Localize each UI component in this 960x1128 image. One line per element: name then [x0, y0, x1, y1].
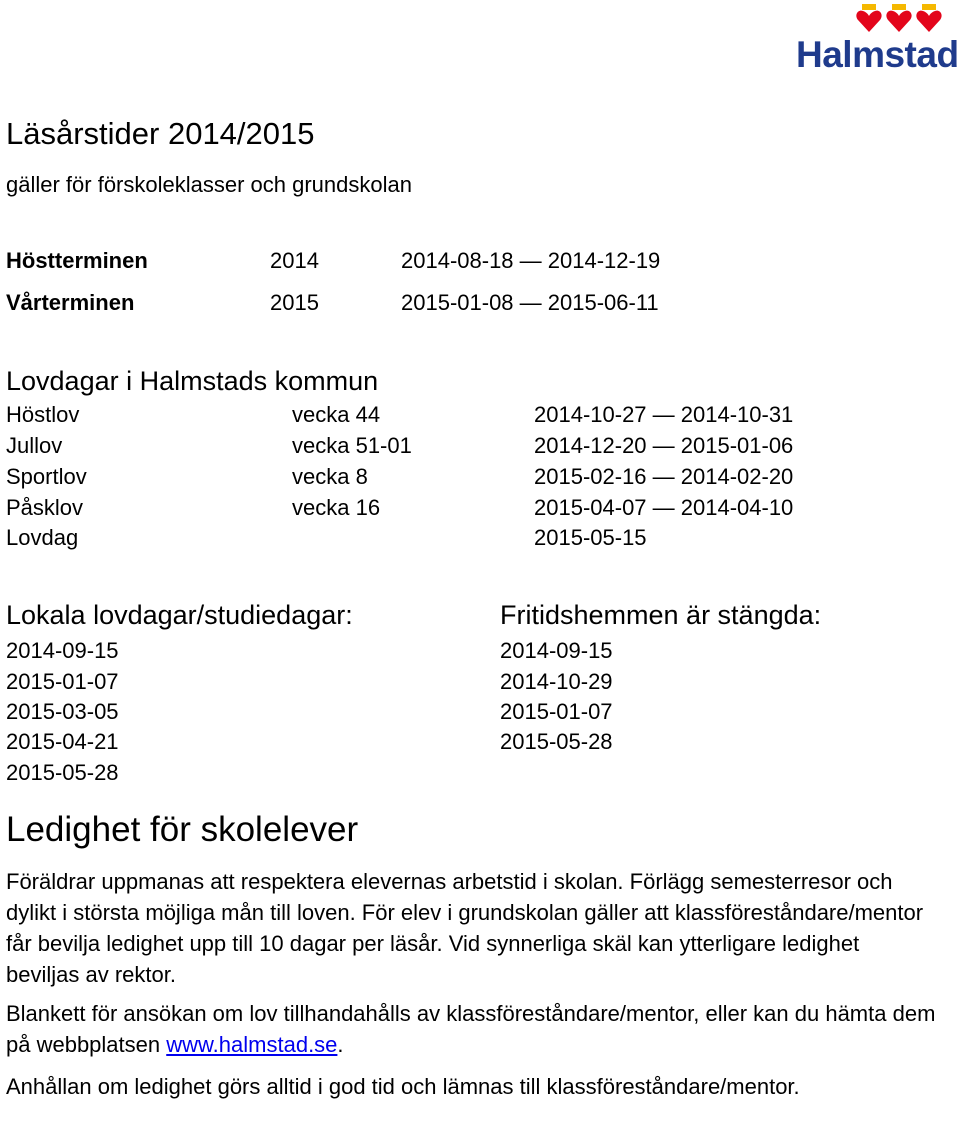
fritids-date: 2014-09-15 [500, 638, 613, 663]
term-label: Vårterminen [6, 290, 135, 315]
term-year: 2015 [270, 290, 319, 315]
lokala-date: 2014-09-15 [6, 638, 119, 663]
term-range: 2014-08-18 — 2014-12-19 [401, 248, 661, 273]
holiday-week: vecka 8 [292, 464, 368, 489]
holiday-week: vecka 16 [292, 495, 381, 520]
holiday-name: Lovdag [6, 525, 79, 550]
holiday-name: Påsklov [6, 495, 84, 520]
lokala-date: 2015-01-07 [6, 669, 119, 694]
paragraph-text: . [337, 1032, 344, 1057]
lovdagar-heading: Lovdagar i Halmstads kommun [6, 366, 379, 396]
term-year: 2014 [270, 248, 319, 273]
term-range: 2015-01-08 — 2015-06-11 [401, 290, 659, 315]
holiday-dates: 2014-12-20 — 2015-01-06 [534, 433, 794, 458]
ledighet-paragraph-2 [6, 998, 936, 1060]
ledighet-paragraph-1: Föräldrar uppmanas att respektera elevernas arbetstid i skolan. Förlägg semesterresor och dylikt i största möjliga mån till loven. För elev i grundskolan gäller att klassföreståndare/mentor får bevilja ledighet upp till 10 dagar per läsår. Vid synnerliga skäl kan ytterligare ledighet beviljas av rektor. [6, 869, 924, 987]
logo-wordmark: Halmstad [796, 34, 959, 75]
fritids-heading: Fritidshemmen är stängda: [500, 600, 822, 630]
holiday-name: Sportlov [6, 464, 87, 489]
crown-hearts-icon [852, 4, 948, 34]
holiday-dates: 2015-02-16 — 2014-02-20 [534, 464, 794, 489]
holiday-dates: 2014-10-27 — 2014-10-31 [534, 402, 794, 427]
lokala-heading: Lokala lovdagar/studiedagar: [6, 600, 353, 630]
ledighet-paragraph-3: Anhållan om ledighet görs alltid i god tid och lämnas till klassföreståndare/mentor. [6, 1074, 800, 1099]
holiday-name: Höstlov [6, 402, 80, 427]
fritids-date: 2015-05-28 [500, 729, 613, 754]
holiday-dates: 2015-04-07 — 2014-04-10 [534, 495, 794, 520]
term-label: Höstterminen [6, 248, 148, 273]
holiday-week: vecka 51-01 [292, 433, 412, 458]
halmstad-logo [796, 4, 958, 74]
holiday-dates: 2015-05-15 [534, 525, 647, 550]
lokala-date: 2015-03-05 [6, 699, 119, 724]
lokala-date: 2015-04-21 [6, 729, 119, 754]
ledighet-heading: Ledighet för skolelever [6, 810, 359, 849]
paragraph-text: Blankett för ansökan om lov tillhandahålls av klassföreståndare/mentor, eller kan du hämta dem på webbplatsen [6, 1001, 936, 1057]
lokala-date: 2015-05-28 [6, 760, 119, 785]
holiday-week: vecka 44 [292, 402, 381, 427]
fritids-date: 2015-01-07 [500, 699, 613, 724]
page-subtitle: gäller för förskoleklasser och grundskolan [6, 172, 412, 197]
page-title: Läsårstider 2014/2015 [6, 116, 315, 151]
website-link[interactable]: www.halmstad.se [166, 1032, 338, 1057]
holiday-name: Jullov [6, 433, 63, 458]
fritids-date: 2014-10-29 [500, 669, 613, 694]
